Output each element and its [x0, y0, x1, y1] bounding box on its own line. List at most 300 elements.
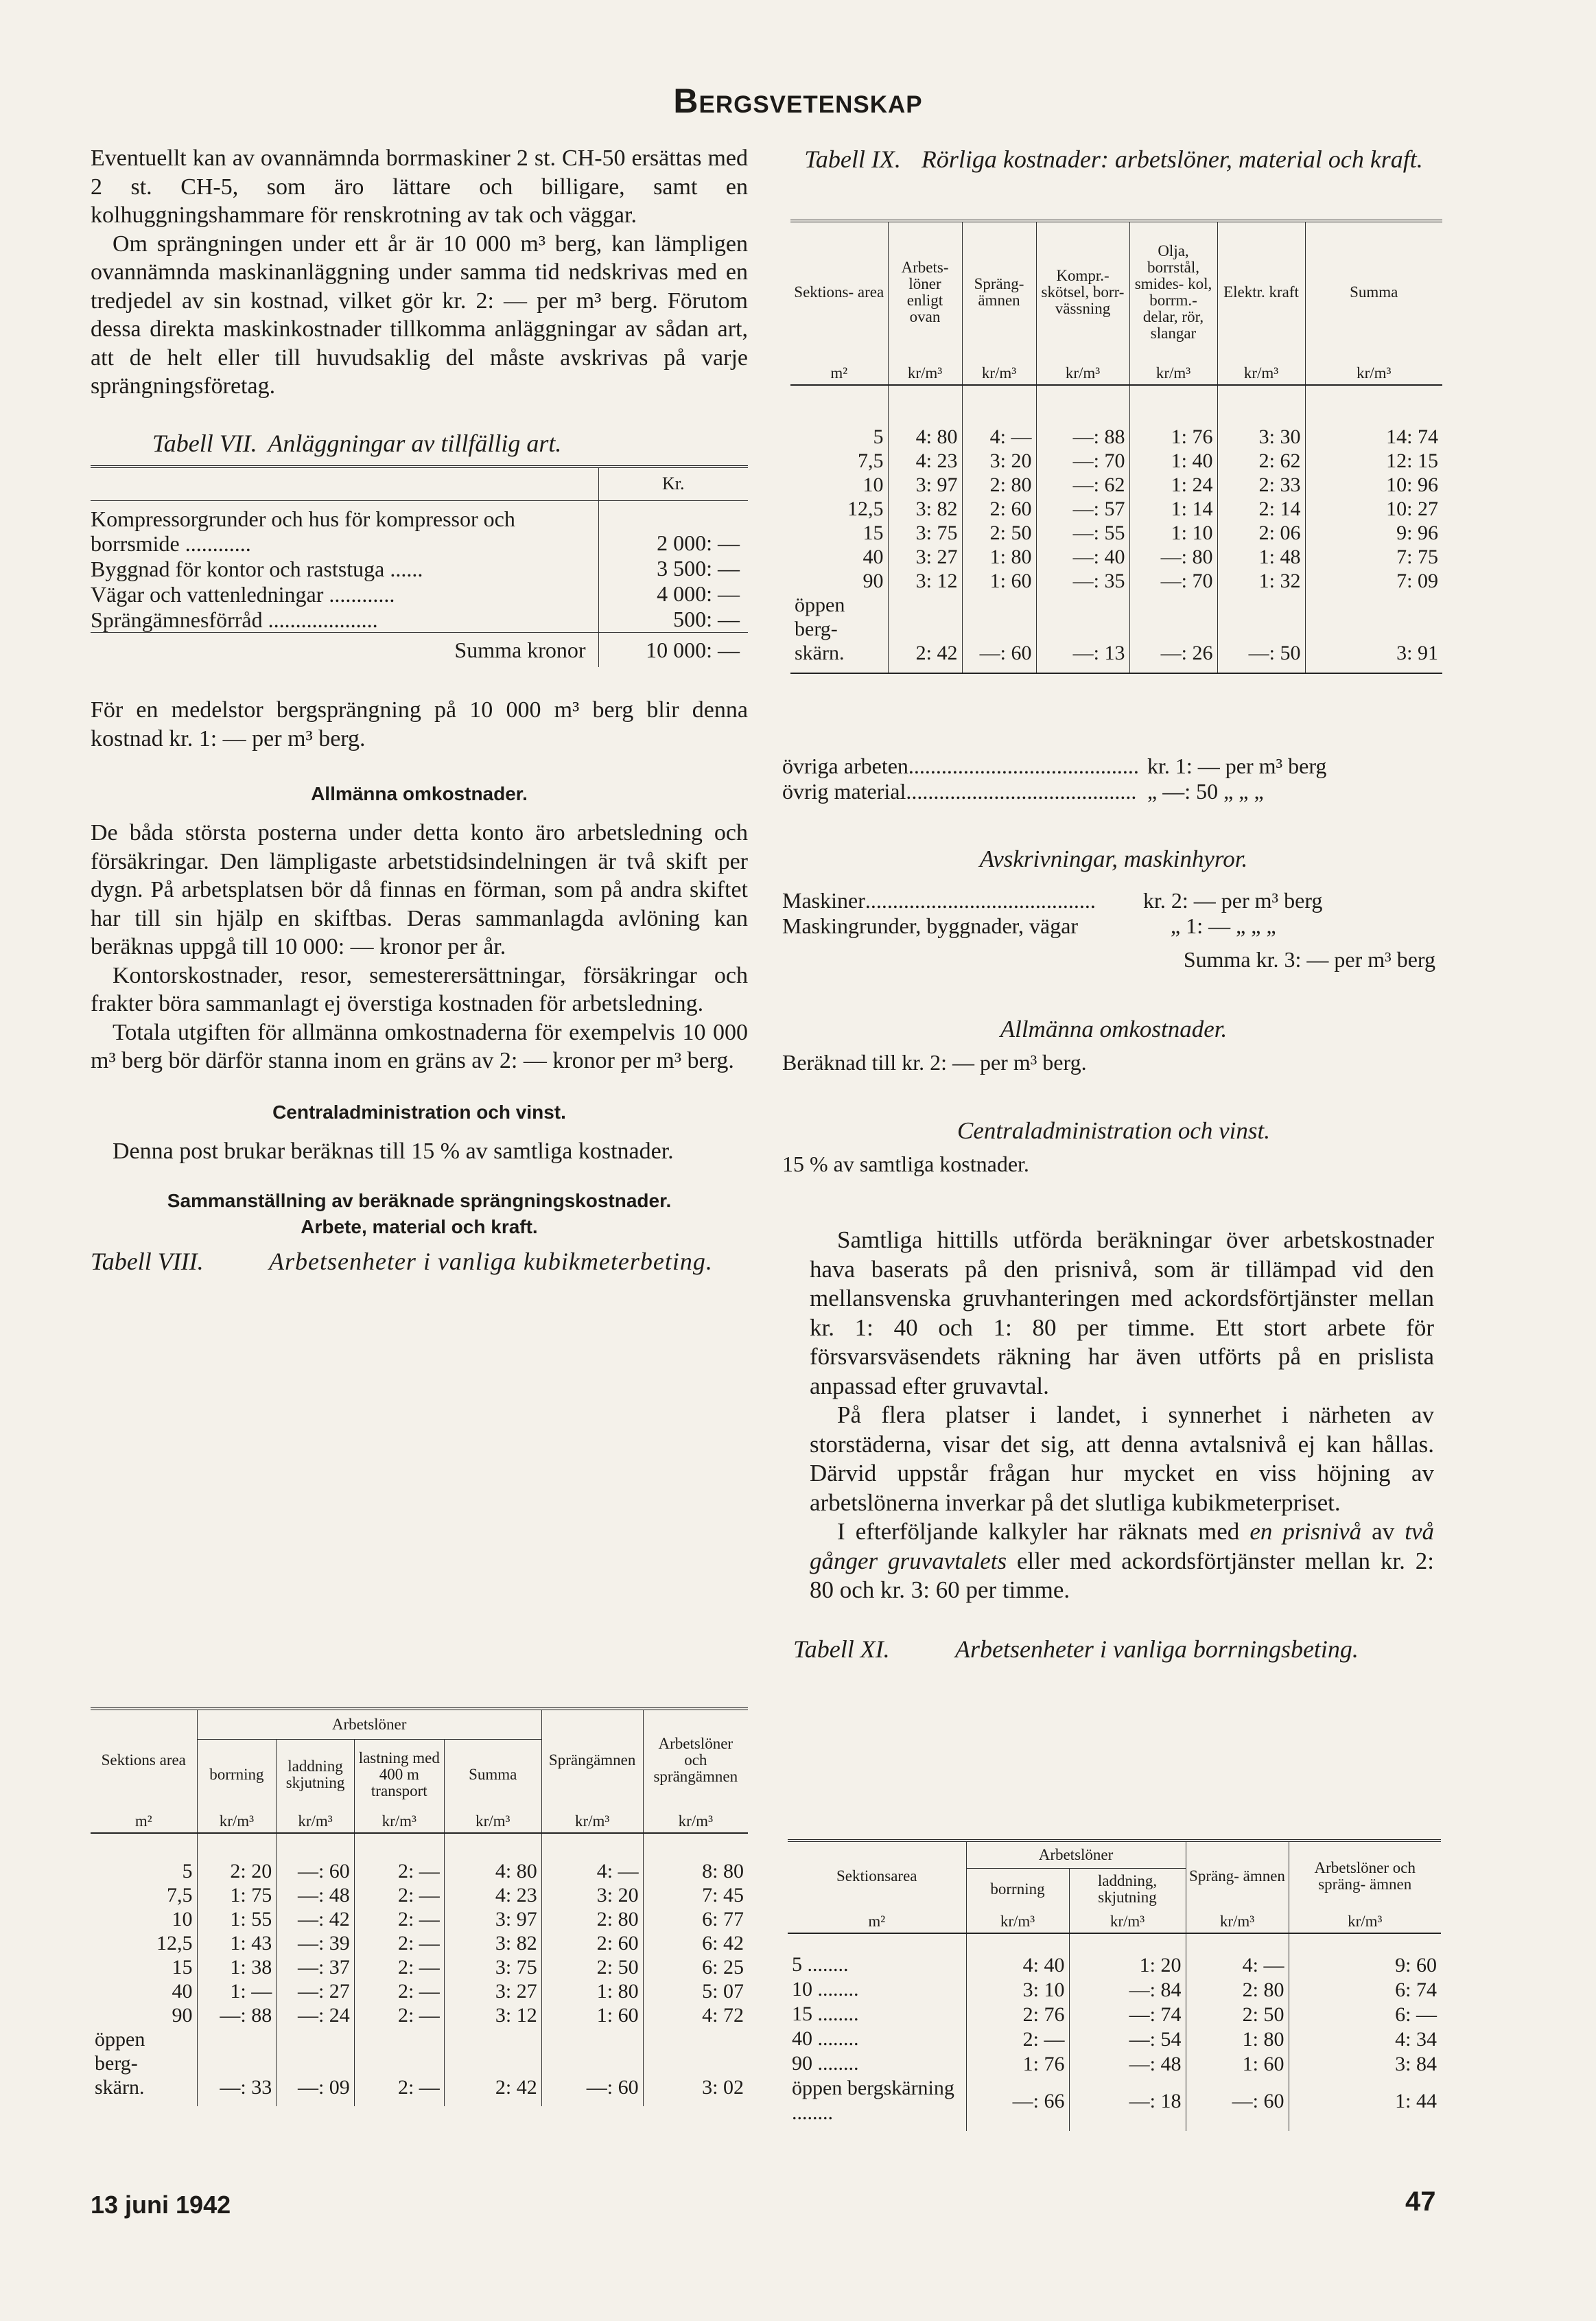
- row-label: 5: [182, 1860, 193, 1882]
- col-header: Spräng- ämnen: [962, 221, 1036, 362]
- table-title: Anläggningar av tillfällig art.: [268, 429, 562, 457]
- cell-value: —: 66: [966, 2076, 1069, 2125]
- cell-value: 2: —: [354, 1883, 444, 1907]
- cell-value: —: 60: [541, 2075, 643, 2099]
- cell-value: —: 70: [1036, 449, 1129, 473]
- cell-value: —: 39: [277, 1931, 355, 1955]
- cell-value: —: 88: [197, 2003, 277, 2027]
- row-label: Vägar och vattenledningar ............: [91, 581, 395, 607]
- cell-value: [1036, 617, 1129, 641]
- table-body: [91, 1859, 748, 2099]
- row-label: övrig material: [782, 779, 906, 804]
- row-label: 40 ........: [792, 2027, 859, 2050]
- dot-leader: ........: [802, 1953, 849, 1976]
- cell-value: 2: —: [354, 1979, 444, 2003]
- cell-value: 6: 25: [643, 1955, 748, 1979]
- col-header: borrning: [966, 1868, 1069, 1911]
- cell-value: 8: 80: [643, 1859, 748, 1883]
- paragraph: Samtliga hittills utförda beräkningar över arbetskostnader hava baserats på den prisnivå, som är tillämpad vid den mellansvenska gruvhanteringen med ackordsförtjänster mellan kr. 1: 40 och 1: 80 per timme. Ett stort arbete för försvarsväsendets räkning har även utförts på en prislista anpassad efter gruvavtal.: [810, 1226, 1434, 1399]
- row-label: Maskingrunder, byggnader, vägar: [782, 913, 1079, 938]
- cell-value: 4: —: [541, 1859, 643, 1883]
- right-column: [782, 144, 1445, 174]
- table-ix: [790, 220, 1442, 674]
- cell-value: —: 37: [277, 1955, 355, 1979]
- cell-value: 2: 06: [1217, 521, 1305, 545]
- paragraph: I efterföljande kalkyler har räknats med en prisnivå av två gånger gruvavtalets eller med ackordsförtjänster mellan kr. 2: 80 och kr. 3: 60 per timme.: [810, 1518, 1434, 1603]
- table-row: [788, 2002, 1441, 2027]
- sum-label: Summa kronor: [454, 638, 586, 662]
- row-value: „ 1: — „ „ „: [1171, 913, 1276, 938]
- table-body: [788, 1952, 1441, 2125]
- col-header: borrning: [197, 1739, 277, 1810]
- general-costs-text: Beräknad till kr. 2: — per m³ berg.: [782, 1050, 1087, 1075]
- row-label: Sprängämnesförråd ....................: [91, 607, 378, 632]
- page-header: [0, 81, 1596, 121]
- cell-value: 1: 48: [1217, 545, 1305, 569]
- table-row: [790, 425, 1442, 449]
- cell-value: —: 60: [1186, 2076, 1289, 2125]
- table-number: Tabell XI.: [793, 1635, 890, 1663]
- cell-value: 1: 60: [541, 2003, 643, 2027]
- cell-value: [1217, 593, 1305, 617]
- table-row: [91, 2051, 748, 2075]
- cell-value: [1217, 617, 1305, 641]
- row-value: kr. 2: — per m³ berg: [1143, 888, 1323, 913]
- table-row: [91, 581, 748, 607]
- cell-value: 2: 80: [962, 473, 1036, 497]
- cell-value: 4: —: [962, 425, 1036, 449]
- unit: m²: [830, 364, 848, 382]
- row-label: skärn.: [95, 2076, 145, 2099]
- cell-value: 2: —: [354, 2003, 444, 2027]
- table-body: [790, 425, 1442, 665]
- table-caption: [91, 1246, 748, 1276]
- unit: kr/m³: [962, 362, 1036, 385]
- col-header: Sektions- area: [794, 283, 884, 301]
- cell-value: 9: 96: [1305, 521, 1442, 545]
- other-costs-row: övriga arbeten .......................................... kr. 1: — per m³ berg: [782, 754, 1445, 779]
- unit: kr/m³: [354, 1810, 444, 1833]
- cell-value: 1: 75: [197, 1883, 277, 1907]
- cell-value: [197, 2027, 277, 2051]
- cell-value: 2: 50: [1186, 2002, 1289, 2027]
- left-column: [91, 144, 748, 1276]
- central-admin-text: 15 % av samtliga kostnader.: [782, 1152, 1029, 1176]
- unit: kr/m³: [1129, 362, 1217, 385]
- cell-value: 2: —: [354, 1955, 444, 1979]
- cell-value: 2: 50: [962, 521, 1036, 545]
- cell-value: 2: 50: [541, 1955, 643, 1979]
- cell-value: [541, 2051, 643, 2075]
- cell-value: 1: 32: [1217, 569, 1305, 593]
- paragraph: Om sprängningen under ett år är 10 000 m³ berg, kan lämpligen ovannämnda maskinanläggning under samma tid nedskrivas med en tredjedel av sin kostnad, vilket gör kr. 2: — per m³ berg. Förutom dessa direkta maskinkostnader tillkomma anläggningar av sådan art, att de helt eller till huvudsaklig del måste avskrivas på varje sprängningsföretag.: [91, 231, 748, 399]
- table-row: [91, 607, 748, 633]
- cell-value: 7: 09: [1305, 569, 1442, 593]
- col-header: Arbets- löner enligt ovan: [888, 221, 962, 362]
- unit: kr/m³: [1069, 1911, 1186, 1933]
- dot-leader: ........: [812, 2003, 859, 2025]
- cell-value: —: 27: [277, 1979, 355, 2003]
- row-label: övriga arbeten: [782, 754, 908, 778]
- row-label: 90: [862, 570, 884, 592]
- cell-value: 1: 44: [1289, 2076, 1441, 2125]
- cell-value: [643, 2051, 748, 2075]
- cell-value: —: 54: [1069, 2027, 1186, 2051]
- cell-value: 1: 80: [962, 545, 1036, 569]
- cell-value: 3: 91: [1305, 641, 1442, 665]
- cell-value: —: 88: [1036, 425, 1129, 449]
- cell-value: 3: 12: [888, 569, 962, 593]
- table-header-row: [91, 467, 748, 501]
- right-column-text: [782, 754, 1445, 1664]
- cell-value: —: 50: [1217, 641, 1305, 665]
- units-row: [788, 1911, 1441, 1933]
- sum-value: 10 000: —: [598, 633, 748, 668]
- cell-value: 2: 33: [1217, 473, 1305, 497]
- row-label: Kompressorgrunder och hus för kompressor och borrsmide ............: [91, 506, 515, 556]
- cell-value: [1129, 593, 1217, 617]
- cell-value: 1: 10: [1129, 521, 1217, 545]
- cell-value: 3: 75: [888, 521, 962, 545]
- cell-value: [541, 2027, 643, 2051]
- cell-value: —: 55: [1036, 521, 1129, 545]
- cell-value: 9: 60: [1289, 1952, 1441, 1977]
- table-row: [91, 1955, 748, 1979]
- table-row: [790, 497, 1442, 521]
- cell-value: —: 42: [277, 1907, 355, 1931]
- cell-value: 3: 02: [643, 2075, 748, 2099]
- row-label: öppen: [795, 594, 845, 616]
- table-vii: [91, 465, 748, 668]
- table-row: [91, 501, 748, 557]
- section-heading: Sammanställning av beräknade sprängningskostnader.: [167, 1190, 672, 1211]
- cell-value: 1: 40: [1129, 449, 1217, 473]
- table-row: [788, 2027, 1441, 2051]
- row-label: 40: [172, 1980, 193, 2003]
- row-label: 5: [873, 425, 884, 448]
- table-row: [790, 617, 1442, 641]
- table-row: [91, 2003, 748, 2027]
- table-title: Arbetsenheter i vanliga borrningsbeting.: [955, 1635, 1359, 1663]
- table-row: [790, 641, 1442, 665]
- cell-value: 3: 30: [1217, 425, 1305, 449]
- cell-value: 3: 27: [888, 545, 962, 569]
- paragraph: Eventuellt kan av ovannämnda borrmaskiner 2 st. CH-50 ersättas med 2 st. CH-5, som äro lättare och billigare, samt en kolhuggningshammare för renskrotning av tak och väggar.: [91, 145, 748, 228]
- dot-leader: ........: [812, 1978, 859, 2001]
- table-row: [91, 2075, 748, 2099]
- cell-value: 3: 97: [444, 1907, 541, 1931]
- cell-value: [1305, 593, 1442, 617]
- cell-value: 3: 82: [444, 1931, 541, 1955]
- cell-value: —: 48: [277, 1883, 355, 1907]
- unit: kr/m³: [1036, 362, 1129, 385]
- table-row: [790, 569, 1442, 593]
- cell-value: 7: 75: [1305, 545, 1442, 569]
- units-row: [790, 362, 1442, 385]
- section-subheading: Arbete, material och kraft.: [301, 1216, 538, 1237]
- col-header: Sprängämnen: [541, 1709, 643, 1810]
- table-row: [790, 473, 1442, 497]
- unit: kr/m³: [643, 1810, 748, 1833]
- row-label: 5 ........: [792, 1953, 849, 1976]
- emphasis: två gånger gruvavtalets: [810, 1518, 1434, 1574]
- cell-value: [277, 2027, 355, 2051]
- col-header: Spräng- ämnen: [1186, 1841, 1289, 1911]
- cell-value: 3: 12: [444, 2003, 541, 2027]
- cell-value: —: 24: [277, 2003, 355, 2027]
- cell-value: 6: —: [1289, 2002, 1441, 2027]
- cell-value: —: 35: [1036, 569, 1129, 593]
- unit: kr/m³: [444, 1810, 541, 1833]
- cell-value: 4: 40: [966, 1952, 1069, 1977]
- col-header: Summa: [444, 1739, 541, 1810]
- table-caption: [782, 1634, 1445, 1664]
- row-label: 12,5: [156, 1932, 193, 1955]
- row-label: Byggnad för kontor och raststuga ......: [91, 556, 423, 581]
- table-row: [91, 1883, 748, 1907]
- row-value: 4 000: —: [598, 581, 748, 607]
- cell-value: 10: 27: [1305, 497, 1442, 521]
- col-header: Arbetslöner och sprängämnen: [643, 1709, 748, 1810]
- header-title: Bergsvetenskap: [673, 82, 923, 120]
- row-label: skärn.: [795, 642, 845, 664]
- row-label: 15: [862, 522, 884, 544]
- cell-value: —: 18: [1069, 2076, 1186, 2125]
- cell-value: 10: 96: [1305, 473, 1442, 497]
- cell-value: 3: 10: [966, 1977, 1069, 2002]
- cell-value: —: 74: [1069, 2002, 1186, 2027]
- cell-value: 1: 76: [1129, 425, 1217, 449]
- cell-value: 2: 20: [197, 1859, 277, 1883]
- paragraph: De båda största posterna under detta konto äro arbetsledning och försäkringar. Den lämpligaste arbetstidsindelningen är två skift per dygn. På arbetsplatsen bör då finnas en förman, som på andra skiftet har till sin hjälp en skiftbas. Deras sammanlagda avlöning kan beräknas uppgå till 10 000: — kronor per år.: [91, 820, 748, 959]
- cell-value: 3: 20: [962, 449, 1036, 473]
- table-row: [788, 2051, 1441, 2076]
- table-row: [91, 1979, 748, 2003]
- cell-value: 3: 84: [1289, 2051, 1441, 2076]
- table-caption: [782, 144, 1445, 174]
- row-label: 90: [172, 2004, 193, 2027]
- row-label: berg-: [795, 618, 838, 640]
- cell-value: 1: 60: [1186, 2051, 1289, 2076]
- row-label: 10 ........: [792, 1978, 859, 2001]
- cell-value: 2: 80: [541, 1907, 643, 1931]
- table-title: Arbetsenheter i vanliga kubikmeterbeting.: [269, 1248, 713, 1275]
- cell-value: 1: 55: [197, 1907, 277, 1931]
- row-value: 3 500: —: [598, 556, 748, 581]
- col-header: Summa: [1305, 221, 1442, 362]
- depreciation-row: Maskiner .......................................... kr. 2: — per m³ berg: [782, 888, 1445, 913]
- cell-value: 3: 82: [888, 497, 962, 521]
- cell-value: —: 48: [1069, 2051, 1186, 2076]
- cell-value: 7: 45: [643, 1883, 748, 1907]
- row-label: 7,5: [167, 1884, 193, 1906]
- table-row: [91, 1907, 748, 1931]
- table-row: [91, 1859, 748, 1883]
- table-row: [788, 2076, 1441, 2125]
- table-row: [91, 1931, 748, 1955]
- body-text: [782, 1226, 1445, 1605]
- cell-value: 1: 24: [1129, 473, 1217, 497]
- cell-value: 1: 76: [966, 2051, 1069, 2076]
- cell-value: —: 09: [277, 2075, 355, 2099]
- section-heading: Allmänna omkostnader.: [1000, 1016, 1228, 1042]
- cell-value: 2: —: [966, 2027, 1069, 2051]
- cell-value: 2: 62: [1217, 449, 1305, 473]
- unit: kr/m³: [197, 1810, 277, 1833]
- cell-value: [1305, 617, 1442, 641]
- table-row: [788, 1977, 1441, 2002]
- cell-value: [643, 2027, 748, 2051]
- table-number: Tabell IX.: [804, 145, 901, 173]
- row-label: 10: [172, 1908, 193, 1931]
- emphasis: en prisnivå: [1249, 1518, 1362, 1545]
- cell-value: 2: —: [354, 1931, 444, 1955]
- cell-value: 4: 80: [444, 1859, 541, 1883]
- section-heading: Centraladministration och vinst.: [957, 1117, 1270, 1144]
- cell-value: 2: 42: [444, 2075, 541, 2099]
- row-label: 15: [172, 1956, 193, 1979]
- unit: m²: [134, 1812, 152, 1830]
- cell-value: —: 40: [1036, 545, 1129, 569]
- cell-value: —: 60: [277, 1859, 355, 1883]
- cell-value: 1: —: [197, 1979, 277, 2003]
- depreciation-sum: Summa kr. 3: — per m³ berg: [1183, 947, 1435, 972]
- cell-value: 2: —: [354, 1859, 444, 1883]
- unit: m²: [868, 1913, 886, 1930]
- cell-value: [1129, 617, 1217, 641]
- cell-value: [444, 2051, 541, 2075]
- cell-value: 4: 23: [444, 1883, 541, 1907]
- section-heading: Allmänna omkostnader.: [311, 783, 528, 804]
- paragraph: Denna post brukar beräknas till 15 % av samtliga kostnader.: [113, 1138, 674, 1164]
- cell-value: —: 26: [1129, 641, 1217, 665]
- cell-value: 2: 14: [1217, 497, 1305, 521]
- row-label: 10: [862, 474, 884, 496]
- row-value: kr. 1: — per m³ berg: [1147, 754, 1327, 778]
- row-label: 12,5: [847, 498, 884, 520]
- cell-value: —: 70: [1129, 569, 1217, 593]
- paragraph: På flera platser i landet, i synnerhet i närheten av storstäderna, visar det sig, att denna avtalsnivå ej kan hållas. Därvid uppstår frågan hur mycket en viss höjning av arbetslönerna inverkar på det slutliga kubikmeterpriset.: [810, 1401, 1434, 1516]
- cell-value: 1: 14: [1129, 497, 1217, 521]
- cell-value: 1: 38: [197, 1955, 277, 1979]
- dot-leader: ........: [792, 2101, 833, 2124]
- unit: kr/m³: [1186, 1911, 1289, 1933]
- paragraph: Totala utgiften för allmänna omkostnaderna för exempelvis 10 000 m³ berg bör därför stanna inom en gräns av 2: — kronor per m³ berg.: [91, 1019, 748, 1073]
- table-row: [790, 593, 1442, 617]
- cell-value: 4: 34: [1289, 2027, 1441, 2051]
- table-number: Tabell VII.: [152, 429, 257, 457]
- cell-value: 1: 60: [962, 569, 1036, 593]
- cell-value: 4: —: [1186, 1952, 1289, 1977]
- table-row: [790, 521, 1442, 545]
- col-header: Sektions area: [101, 1751, 186, 1769]
- dot-leader: ........: [812, 2027, 859, 2050]
- unit: kr/m³: [277, 1810, 355, 1833]
- unit: kr/m³: [541, 1810, 643, 1833]
- table-row: [790, 545, 1442, 569]
- cell-value: 1: 43: [197, 1931, 277, 1955]
- unit: kr/m³: [966, 1911, 1069, 1933]
- cell-value: 3: 27: [444, 1979, 541, 2003]
- col-header: Kompr.- skötsel, borr- vässning: [1036, 221, 1129, 362]
- row-label: öppen: [95, 2028, 145, 2051]
- table-viii: [91, 1707, 748, 2106]
- cell-value: 6: 42: [643, 1931, 748, 1955]
- table-row: [91, 2027, 748, 2051]
- col-header: Sektionsarea: [836, 1867, 917, 1885]
- cell-value: 2: 76: [966, 2002, 1069, 2027]
- unit: kr/m³: [888, 362, 962, 385]
- cell-value: 2: —: [354, 1907, 444, 1931]
- dot-leader: ........: [812, 2052, 859, 2075]
- row-value: „ —: 50 „ „ „: [1147, 779, 1264, 804]
- unit: kr/m³: [1305, 362, 1442, 385]
- cell-value: —: 57: [1036, 497, 1129, 521]
- cell-value: 3: 20: [541, 1883, 643, 1907]
- col-header: lastning med 400 m transport: [354, 1739, 444, 1810]
- row-label: 90 ........: [792, 2052, 859, 2075]
- cell-value: 6: 77: [643, 1907, 748, 1931]
- col-header: Elektr. kraft: [1217, 221, 1305, 362]
- cell-value: —: 60: [962, 641, 1036, 665]
- cell-value: [962, 593, 1036, 617]
- row-label: 7,5: [858, 450, 884, 472]
- group-header: Arbetslöner: [966, 1841, 1186, 1868]
- cell-value: —: 33: [197, 2075, 277, 2099]
- unit: kr/m³: [1289, 1911, 1441, 1933]
- other-costs-row: övrig material .......................................... „ —: 50 „ „ „: [782, 779, 1445, 804]
- table-number: Tabell VIII.: [91, 1248, 204, 1275]
- cell-value: 2: 80: [1186, 1977, 1289, 2002]
- row-value: 500: —: [598, 607, 748, 633]
- cell-value: 3: 97: [888, 473, 962, 497]
- row-label: 15 ........: [792, 2003, 859, 2025]
- cell-value: —: 13: [1036, 641, 1129, 665]
- cell-value: 12: 15: [1305, 449, 1442, 473]
- cell-value: 4: 80: [888, 425, 962, 449]
- table-row: [91, 556, 748, 581]
- cell-value: 2: 60: [541, 1931, 643, 1955]
- units-row: [91, 1810, 748, 1833]
- row-label: Maskiner: [782, 888, 865, 913]
- section-heading: Avskrivningar, maskinhyror.: [979, 845, 1248, 872]
- cell-value: —: 62: [1036, 473, 1129, 497]
- paragraph: Kontorskostnader, resor, semesterersättningar, försäkringar och frakter böra sammanlagt ej överstiga kostnaden för arbetsledning.: [91, 962, 748, 1016]
- cell-value: 2: 60: [962, 497, 1036, 521]
- table-title: Rörliga kostnader: arbetslöner, material och kraft.: [921, 145, 1423, 173]
- cell-value: —: 84: [1069, 1977, 1186, 2002]
- cell-value: 1: 20: [1069, 1952, 1186, 1977]
- cell-value: 1: 80: [1186, 2027, 1289, 2051]
- table-row: [790, 449, 1442, 473]
- cell-value: 4: 72: [643, 2003, 748, 2027]
- row-label: berg-: [95, 2052, 138, 2075]
- row-value: 2 000: —: [598, 501, 748, 557]
- cell-value: 1: 80: [541, 1979, 643, 2003]
- cell-value: [1036, 593, 1129, 617]
- table-sum-row: [91, 633, 748, 668]
- cell-value: 2: —: [354, 2075, 444, 2099]
- cell-value: [444, 2027, 541, 2051]
- page-number: 47: [1405, 2186, 1436, 2217]
- cell-value: 3: 75: [444, 1955, 541, 1979]
- unit-header: Kr.: [598, 467, 748, 501]
- depreciation-row: [782, 913, 1445, 939]
- cell-value: [197, 2051, 277, 2075]
- col-header: Arbetslöner och spräng- ämnen: [1289, 1841, 1441, 1911]
- cell-value: [354, 2051, 444, 2075]
- table-row: [788, 1952, 1441, 1977]
